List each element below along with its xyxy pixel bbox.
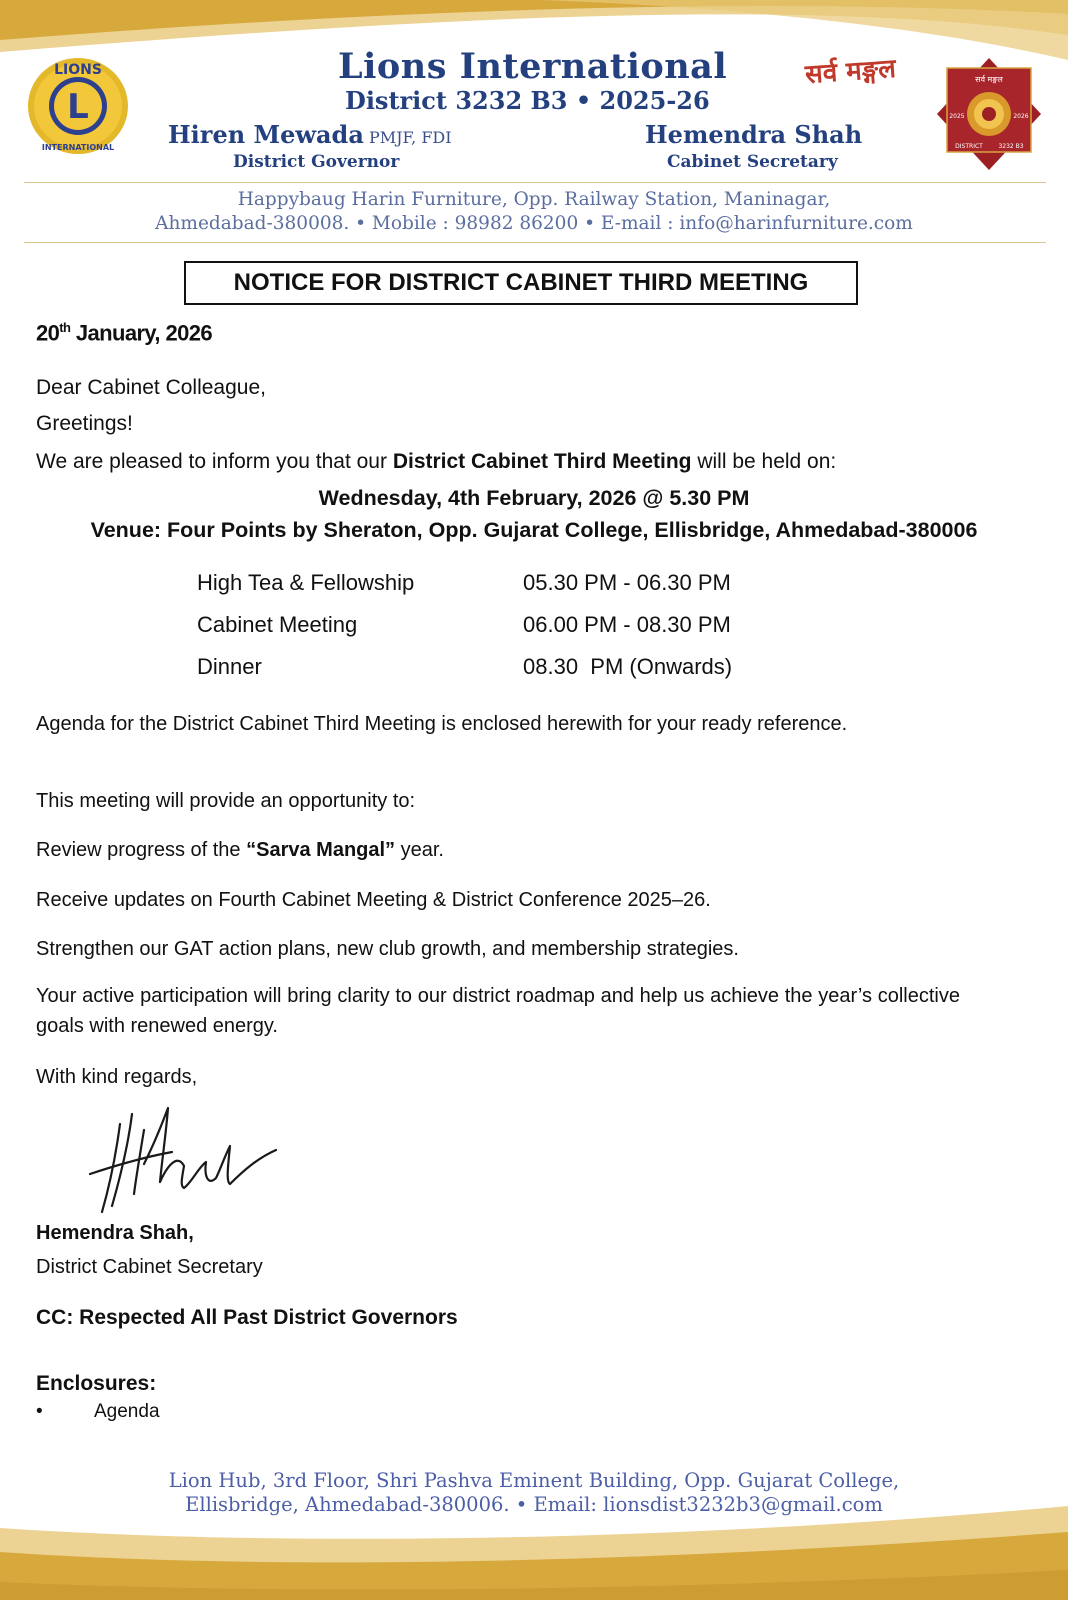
signatory-role: District Cabinet Secretary	[36, 1256, 263, 1278]
schedule-event-1: High Tea & Fellowship	[197, 570, 415, 595]
notice-title: NOTICE FOR DISTRICT CABINET THIRD MEETING	[184, 261, 858, 305]
review-bold: “Sarva Mangal”	[246, 839, 396, 861]
emblem-bottom-right-text: 3232 B3	[998, 143, 1024, 150]
greeting: Greetings!	[36, 412, 133, 435]
review-before: Review progress of the	[36, 839, 247, 861]
governor-titles: PMJF, FDI	[368, 128, 452, 147]
date-rest: January, 2026	[70, 320, 212, 346]
schedule-time-2: 06.00 PM - 08.30 PM	[523, 612, 731, 637]
logo-letter: L	[67, 87, 89, 127]
closing-line: With kind regards,	[36, 1066, 198, 1088]
intro-line	[36, 447, 836, 477]
org-name: Lions International	[338, 46, 728, 87]
intro-after: will be held on:	[691, 450, 837, 473]
signatory-name: Hemendra Shah,	[36, 1222, 194, 1244]
secretary-role: Cabinet Secretary	[667, 152, 838, 172]
header-divider-bottom	[24, 242, 1046, 243]
enclosure-item	[36, 1401, 160, 1423]
intro-before: We are pleased to inform you that our	[36, 450, 393, 473]
agenda-paragraph: Agenda for the District Cabinet Third Meeting is enclosed herewith for your ready reference.	[36, 713, 848, 735]
governor-block	[168, 120, 452, 149]
theme-hindi: सर्व मङ्गल	[804, 53, 897, 91]
meeting-venue: Venue: Four Points by Sheraton, Opp. Gujarat College, Ellisbridge, Ahmedabad-380006	[90, 518, 978, 542]
enclosure-label: Agenda	[94, 1401, 160, 1422]
participation-paragraph: Your active participation will bring clarity to our district roadmap and help us achieve the year’s collective goals with renewed energy.	[36, 985, 960, 1037]
schedule-event-2: Cabinet Meeting	[197, 612, 358, 637]
review-after: year.	[395, 839, 444, 861]
date-suffix: th	[59, 320, 71, 335]
signature	[80, 1094, 280, 1226]
bullet-icon: •	[36, 1401, 43, 1422]
header-address	[0, 188, 1068, 236]
footer-line-1: Lion Hub, 3rd Floor, Shri Pashva Eminent Building, Opp. Gujarat College,	[168, 1469, 900, 1492]
emblem-right-text: 2026	[1013, 113, 1029, 120]
secretary-name: Hemendra Shah	[645, 120, 863, 149]
logo-text-bottom: INTERNATIONAL	[41, 143, 115, 152]
cc-line: CC: Respected All Past District Governors	[36, 1306, 458, 1329]
address-line-2: Ahmedabad-380008. • Mobile : 98982 86200 • E-mail : info@harinfurniture.com	[155, 213, 913, 234]
intro-bold: District Cabinet Third Meeting	[392, 450, 692, 473]
governor-name: Hiren Mewada	[168, 120, 364, 149]
schedule-time-1: 05.30 PM - 06.30 PM	[523, 570, 731, 595]
emblem-left-text: 2025	[949, 113, 965, 120]
salutation: Dear Cabinet Colleague,	[36, 376, 266, 399]
notice-date	[36, 320, 212, 346]
schedule-event-3: Dinner	[197, 654, 262, 679]
lions-international-logo	[22, 52, 134, 160]
district-line: District 3232 B3 • 2025-26	[345, 86, 710, 115]
updates-line: Receive updates on Fourth Cabinet Meeting & District Conference 2025–26.	[36, 889, 711, 911]
logo-text-top: LIONS	[54, 62, 102, 78]
district-emblem-logo	[935, 56, 1043, 172]
schedule-time-3: 08.30 PM (Onwards)	[523, 654, 733, 679]
review-line	[36, 839, 444, 862]
footer-line-2: Ellisbridge, Ahmedabad-380006. • Email: lionsdist3232b3@gmail.com	[185, 1493, 883, 1516]
governor-role: District Governor	[233, 152, 400, 172]
opportunity-intro: This meeting will provide an opportunity to:	[36, 790, 416, 812]
address-line-1: Happybaug Harin Furniture, Opp. Railway Station, Maninagar,	[237, 189, 831, 210]
date-day: 20	[36, 320, 60, 346]
header-divider-top	[24, 182, 1046, 183]
bottom-wave-decoration	[0, 1500, 1068, 1600]
meeting-datetime: Wednesday, 4th February, 2026 @ 5.30 PM	[318, 486, 750, 510]
emblem-bottom-left-text: DISTRICT	[955, 143, 983, 150]
enclosures-heading: Enclosures:	[36, 1372, 157, 1395]
strengthen-line: Strengthen our GAT action plans, new club growth, and membership strategies.	[36, 938, 739, 960]
emblem-top-text: सर्व मङ्गल	[975, 75, 1003, 84]
